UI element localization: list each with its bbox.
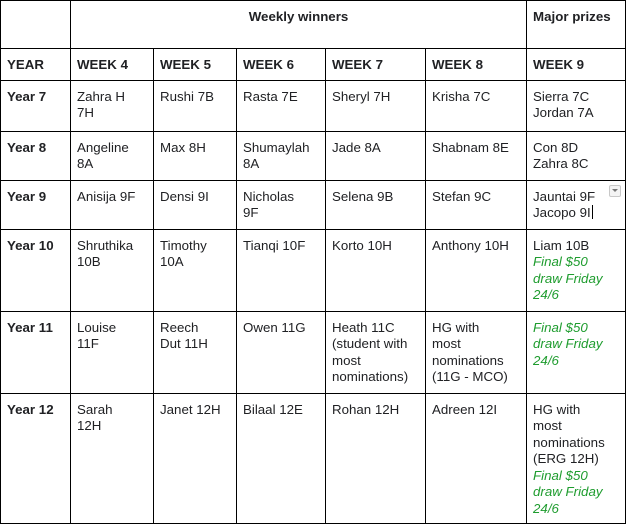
table-row — [1, 131, 626, 180]
winner-cell[interactable]: Angeline 8A — [71, 131, 154, 180]
major-prize-cell[interactable] — [527, 180, 626, 229]
empty-corner-cell[interactable] — [1, 1, 71, 49]
winner-cell[interactable]: Rushi 7B — [154, 80, 237, 131]
winner-cell[interactable]: Densi 9I — [154, 180, 237, 229]
winner-cell[interactable]: Sheryl 7H — [326, 80, 426, 131]
major-prize-winners: HG with most nominations (ERG 12H) — [533, 401, 605, 466]
winner-cell[interactable]: Rasta 7E — [237, 80, 326, 131]
final-draw-note: Final $50 draw Friday 24/6 — [533, 319, 603, 368]
winner-cell[interactable]: Max 8H — [154, 131, 237, 180]
winner-cell[interactable]: Stefan 9C — [426, 180, 527, 229]
winner-cell[interactable]: Tianqi 10F — [237, 229, 326, 311]
winner-cell[interactable]: Nicholas 9F — [237, 180, 326, 229]
text-cursor — [592, 205, 593, 219]
winner-cell[interactable]: Owen 11G — [237, 311, 326, 393]
column-header-row — [1, 49, 626, 81]
winner-cell[interactable]: Heath 11C (student with most nominations) — [326, 311, 426, 393]
column-header-week-5[interactable]: WEEK 5 — [154, 49, 237, 81]
column-header-year[interactable]: YEAR — [1, 49, 71, 81]
column-header-week-9[interactable]: WEEK 9 — [527, 49, 626, 81]
winner-cell[interactable]: Adreen 12I — [426, 393, 527, 524]
year-cell[interactable]: Year 10 — [1, 229, 71, 311]
winner-cell[interactable]: Zahra H 7H — [71, 80, 154, 131]
winner-cell[interactable]: Reech Dut 11H — [154, 311, 237, 393]
major-prize-winners: Sierra 7C Jordan 7A — [533, 88, 594, 120]
winner-cell[interactable]: Rohan 12H — [326, 393, 426, 524]
year-cell[interactable]: Year 12 — [1, 393, 71, 524]
winner-cell[interactable]: HG with most nominations (11G - MCO) — [426, 311, 527, 393]
winner-cell[interactable]: Jade 8A — [326, 131, 426, 180]
winner-cell[interactable]: Louise 11F — [71, 311, 154, 393]
major-prize-cell[interactable] — [527, 80, 626, 131]
winner-cell[interactable]: Bilaal 12E — [237, 393, 326, 524]
cell-dropdown-icon[interactable] — [609, 185, 621, 197]
winner-cell[interactable]: Janet 12H — [154, 393, 237, 524]
major-prizes-header[interactable]: Major prizes — [527, 1, 626, 49]
table-row — [1, 393, 626, 524]
major-prize-cell[interactable] — [527, 393, 626, 524]
winner-cell[interactable]: Shabnam 8E — [426, 131, 527, 180]
table-row — [1, 80, 626, 131]
winner-cell[interactable]: Shruthika 10B — [71, 229, 154, 311]
weekly-winners-header[interactable]: Weekly winners — [71, 1, 527, 49]
column-header-week-7[interactable]: WEEK 7 — [326, 49, 426, 81]
major-prize-winners: Jauntai 9F Jacopo 9I — [533, 188, 596, 220]
year-cell[interactable]: Year 9 — [1, 180, 71, 229]
winner-cell[interactable]: Krisha 7C — [426, 80, 527, 131]
column-header-week-8[interactable]: WEEK 8 — [426, 49, 527, 81]
winner-cell[interactable]: Sarah 12H — [71, 393, 154, 524]
winner-cell[interactable]: Selena 9B — [326, 180, 426, 229]
table-row — [1, 229, 626, 311]
final-draw-note: Final $50 draw Friday 24/6 — [533, 467, 603, 516]
year-cell[interactable]: Year 11 — [1, 311, 71, 393]
column-header-week-6[interactable]: WEEK 6 — [237, 49, 326, 81]
year-cell[interactable]: Year 7 — [1, 80, 71, 131]
table-row — [1, 180, 626, 229]
major-prize-cell[interactable] — [527, 229, 626, 311]
title-row — [1, 1, 626, 49]
major-prize-cell[interactable] — [527, 131, 626, 180]
major-prize-winners: Con 8D Zahra 8C — [533, 139, 589, 171]
winner-cell[interactable]: Korto 10H — [326, 229, 426, 311]
year-cell[interactable]: Year 8 — [1, 131, 71, 180]
winner-cell[interactable]: Timothy 10A — [154, 229, 237, 311]
final-draw-note: Final $50 draw Friday 24/6 — [533, 254, 603, 302]
winner-cell[interactable]: Anisija 9F — [71, 180, 154, 229]
column-header-week-4[interactable]: WEEK 4 — [71, 49, 154, 81]
winner-cell[interactable]: Anthony 10H — [426, 229, 527, 311]
table-row — [1, 311, 626, 393]
major-prize-cell[interactable] — [527, 311, 626, 393]
winner-cell[interactable]: Shumaylah 8A — [237, 131, 326, 180]
major-prize-winners: Liam 10B — [533, 237, 590, 253]
